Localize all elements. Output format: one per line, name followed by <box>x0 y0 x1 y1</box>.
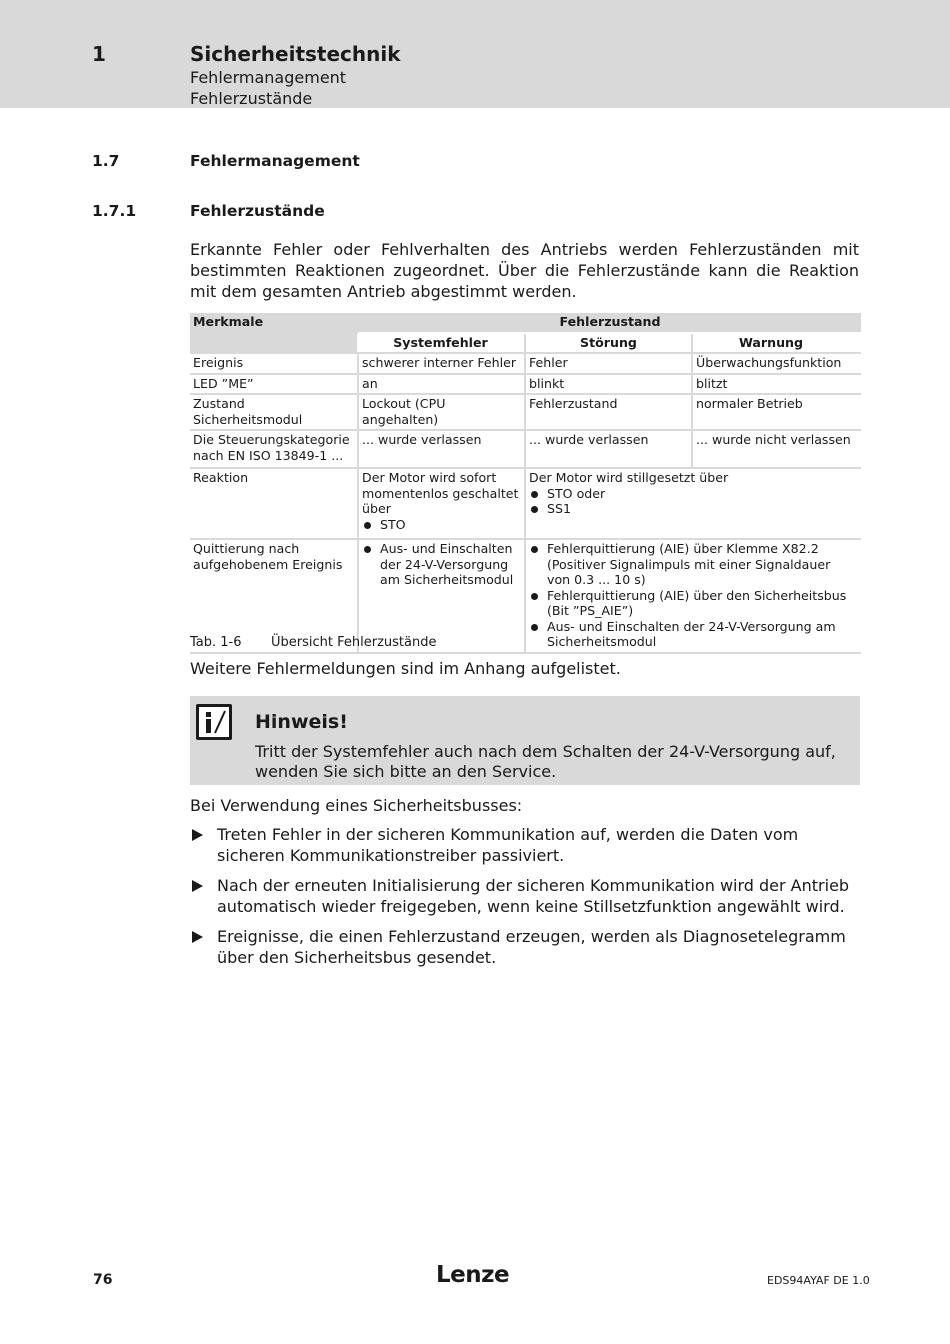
page-number: 76 <box>93 1272 113 1288</box>
header-fehlerzustand: Fehlerzustand <box>357 313 861 334</box>
header-warnung: Warnung <box>691 334 861 355</box>
row-label: LED ”ME” <box>190 375 357 396</box>
brand-logo: Lenze <box>436 1262 510 1288</box>
row-label: Die Steuerungskategorie nach EN ISO 13849-1 ... <box>190 431 357 469</box>
cell-systemfehler: ... wurde verlassen <box>357 431 524 469</box>
triangle-bullet-icon <box>192 829 203 841</box>
note-box <box>190 696 860 785</box>
list-item-text: Ereignisse, die einen Fehlerzustand erzeugen, werden als Diagnosetelegramm über den Sicherheitsbus gesendet. <box>217 927 846 967</box>
reaktion-other-list <box>529 486 858 517</box>
more-errors-text: Weitere Fehlermeldungen sind im Anhang aufgelistet. <box>190 659 621 678</box>
cell-systemfehler: schwerer interner Fehler <box>357 354 524 375</box>
chapter-title: Sicherheitstechnik <box>190 42 401 66</box>
fault-state-table <box>190 313 861 654</box>
table-header-row <box>190 313 861 334</box>
intro-paragraph: Erkannte Fehler oder Fehlverhalten des Antriebs werden Fehlerzuständen mit bestimmten Reaktionen zugeordnet. Über die Fehlerzustände kann die Reaktion mit dem gesamten Antrieb abgestimmt werden. <box>190 240 859 301</box>
list-item: Fehlerquittierung (AIE) über Klemme X82.2 (Positiver Signalimpuls mit einer Signaldauer von 0.3 ... 10 s) <box>529 541 847 588</box>
table-row-reaktion <box>190 469 861 540</box>
header-band <box>0 0 950 108</box>
table-row <box>190 375 861 396</box>
table-row <box>190 354 861 375</box>
cell-warnung: ... wurde nicht verlassen <box>691 431 861 469</box>
section-title: Fehlermanagement <box>190 152 360 170</box>
subsection-title: Fehlerzustände <box>190 202 325 220</box>
header-merkmale: Merkmale <box>190 313 357 354</box>
cell-stoerung: blinkt <box>524 375 691 396</box>
table-row <box>190 395 861 431</box>
cell-stoerung: Fehlerzustand <box>524 395 691 431</box>
header-stoerung: Störung <box>524 334 691 355</box>
chapter-number: 1 <box>92 42 106 66</box>
cell-systemfehler: an <box>357 375 524 396</box>
row-label: Ereignis <box>190 354 357 375</box>
list-item: Fehlerquittierung (AIE) über den Sicherheitsbus (Bit ”PS_AIE”) <box>529 588 847 619</box>
list-item: SS1 <box>529 501 858 517</box>
cell-stoerung: Fehler <box>524 354 691 375</box>
cell-reaktion-systemfehler <box>357 469 524 540</box>
section-number: 1.7 <box>92 152 120 170</box>
list-item: STO <box>362 517 521 533</box>
reaktion-sys-list <box>362 517 521 533</box>
list-item <box>190 875 860 917</box>
reaktion-other-text: Der Motor wird stillgesetzt über <box>529 470 729 485</box>
cell-warnung: Überwachungsfunktion <box>691 354 861 375</box>
bus-intro: Bei Verwendung eines Sicherheitsbusses: <box>190 796 523 815</box>
table-caption-text: Übersicht Fehlerzustände <box>271 635 437 650</box>
bus-bullet-list <box>190 824 860 977</box>
note-text: Tritt der Systemfehler auch nach dem Schalten der 24-V-Versorgung auf, wenden Sie sich bitte an den Service. <box>255 742 836 781</box>
table-row <box>190 431 861 469</box>
cell-warnung: blitzt <box>691 375 861 396</box>
row-label: Reaktion <box>190 469 357 540</box>
triangle-bullet-icon <box>192 931 203 943</box>
header-subtitle-1: Fehlermanagement <box>190 68 347 87</box>
list-item <box>190 824 860 866</box>
header-subtitle-2: Fehlerzustände <box>190 89 313 108</box>
subsection-number: 1.7.1 <box>92 202 137 220</box>
quittierung-other-list <box>529 541 858 650</box>
table-caption-number: Tab. 1-6 <box>190 635 242 650</box>
cell-stoerung: ... wurde verlassen <box>524 431 691 469</box>
triangle-bullet-icon <box>192 880 203 892</box>
list-item-text: Nach der erneuten Initialisierung der sicheren Kommunikation wird der Antrieb automatisch wieder freigegeben, wenn keine Stillsetzfunktion angewählt wird. <box>217 876 850 916</box>
quittierung-sys-list <box>362 541 521 588</box>
cell-reaktion-other <box>524 469 861 540</box>
row-label: Quittierung nach aufgehobenem Ereignis <box>190 540 357 654</box>
list-item: Aus- und Einschalten der 24-V-Versorgung am Sicherheitsmodul <box>362 541 521 588</box>
list-item: STO oder <box>529 486 858 502</box>
list-item: Aus- und Einschalten der 24-V-Versorgung am Sicherheitsmodul <box>529 619 847 650</box>
list-item-text: Treten Fehler in der sicheren Kommunikation auf, werden die Daten vom sicheren Kommunikationstreiber passiviert. <box>217 825 799 865</box>
row-label: Zustand Sicherheitsmodul <box>190 395 357 431</box>
cell-systemfehler: Lockout (CPU angehalten) <box>357 395 524 431</box>
list-item <box>190 926 860 968</box>
cell-quittierung-other <box>524 540 861 654</box>
reaktion-sys-text: Der Motor wird sofort momentenlos geschaltet über <box>362 470 519 516</box>
info-icon <box>196 704 232 740</box>
cell-warnung: normaler Betrieb <box>691 395 861 431</box>
document-id: EDS94AYAF DE 1.0 <box>767 1274 870 1287</box>
note-title: Hinweis! <box>255 711 348 733</box>
header-systemfehler: Systemfehler <box>357 334 524 355</box>
